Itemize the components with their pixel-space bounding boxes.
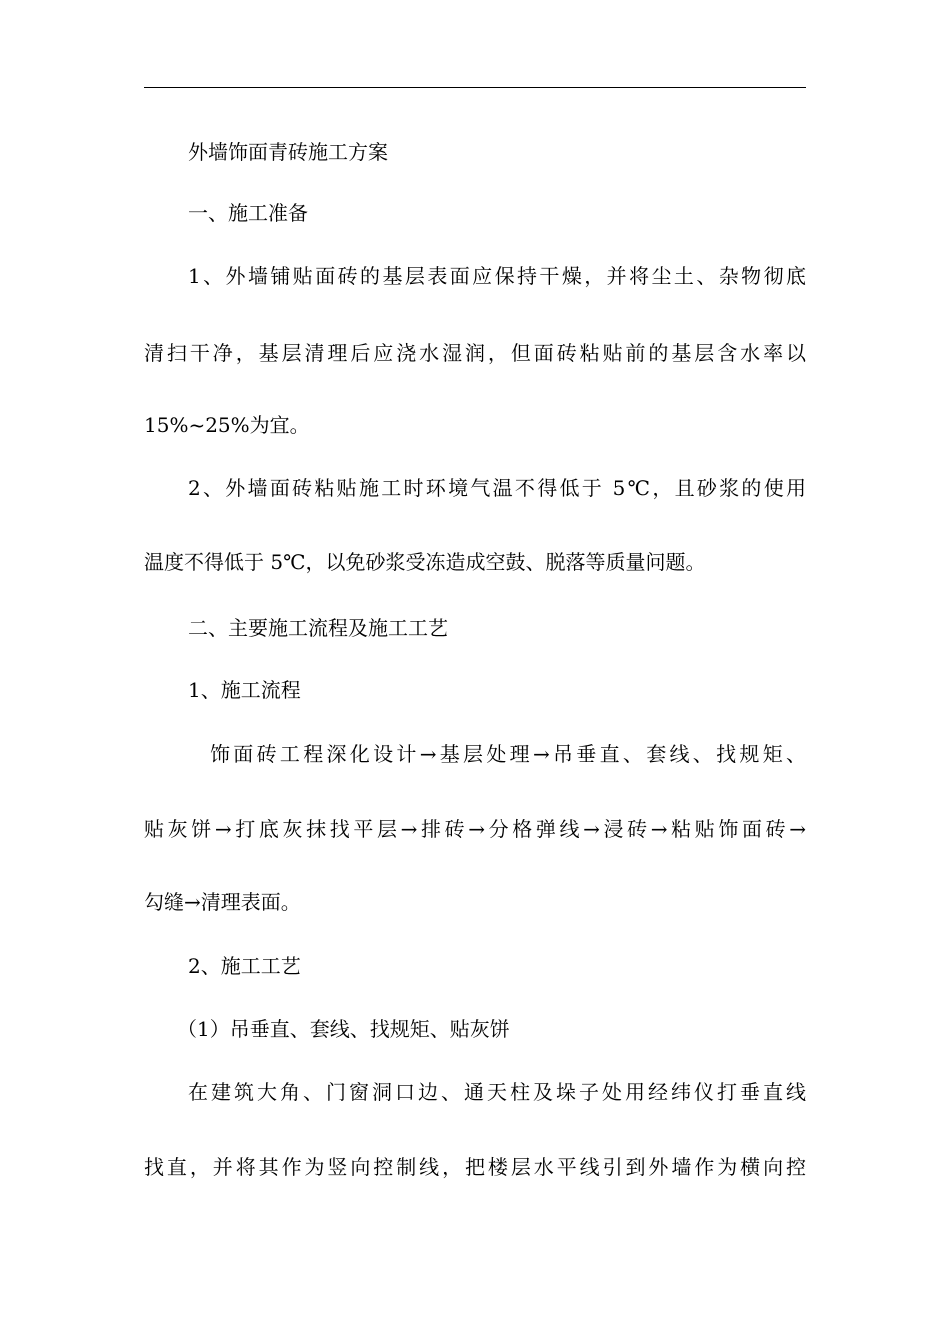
step-heading: （1）吊垂直、套线、找规矩、贴灰饼 [177,1017,510,1041]
subsection-heading-flow: 1、施工流程 [188,678,301,702]
paragraph-line: 清扫干净，基层清理后应浇水湿润，但面砖粘贴前的基层含水率以 [144,341,806,365]
paragraph-line: 贴灰饼→打底灰抹找平层→排砖→分格弹线→浸砖→粘贴饰面砖→ [144,817,806,841]
paragraph-line: 15%~25%为宜。 [144,413,310,437]
document-title: 外墙饰面青砖施工方案 [188,140,388,164]
paragraph-line: 2、外墙面砖粘贴施工时环境气温不得低于 5℃，且砂浆的使用 [188,476,806,500]
header-rule [144,87,806,88]
section-heading-process: 二、主要施工流程及施工工艺 [188,616,448,640]
section-heading-preparation: 一、施工准备 [188,201,308,225]
paragraph-line: 1、外墙铺贴面砖的基层表面应保持干燥，并将尘土、杂物彻底 [188,264,806,288]
paragraph-line: 温度不得低于 5℃，以免砂浆受冻造成空鼓、脱落等质量问题。 [144,550,706,574]
subsection-heading-craft: 2、施工工艺 [188,954,301,978]
paragraph-line: 找直，并将其作为竖向控制线，把楼层水平线引到外墙作为横向控 [144,1155,806,1179]
paragraph-line: 勾缝→清理表面。 [144,890,301,914]
paragraph-line: 饰面砖工程深化设计→基层处理→吊垂直、套线、找规矩、 [210,742,806,766]
paragraph-line: 在建筑大角、门窗洞口边、通天柱及垛子处用经纬仪打垂直线 [188,1080,806,1104]
